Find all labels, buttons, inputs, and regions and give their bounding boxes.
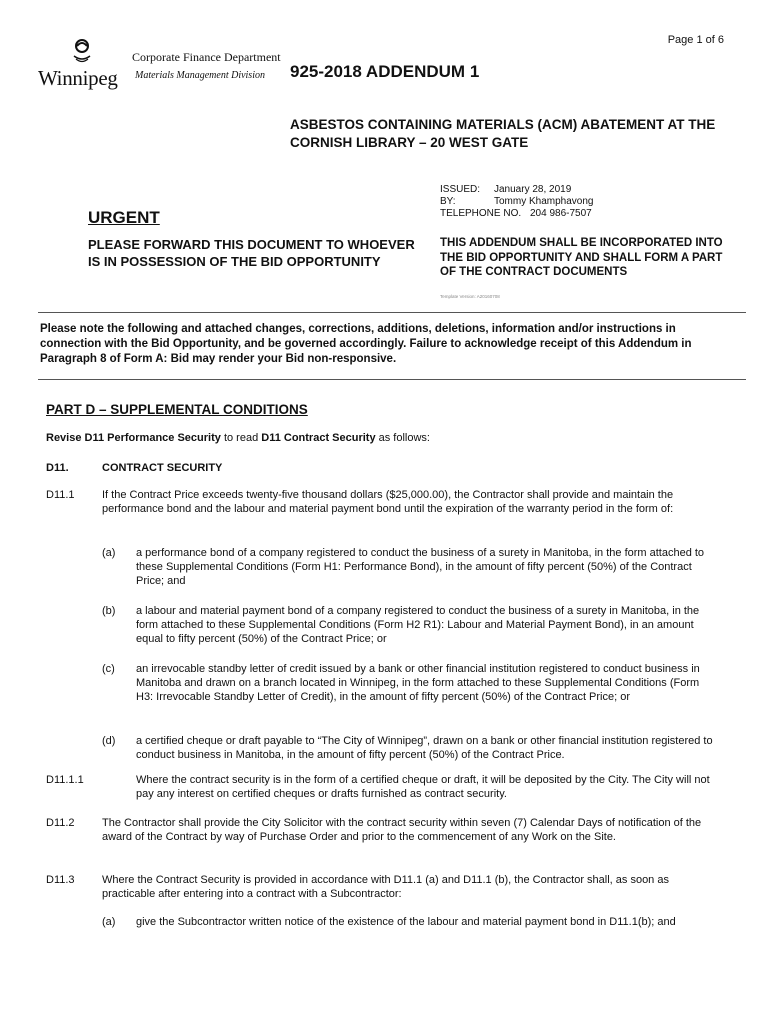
divider-bottom xyxy=(38,379,746,380)
issued-row xyxy=(440,184,594,196)
issued-block xyxy=(440,184,594,220)
clause-number-d11-3: D11.3 xyxy=(46,874,75,886)
revise-mid: to read xyxy=(220,432,262,444)
phone-value: 204 986-7507 xyxy=(530,208,592,219)
city-logo xyxy=(38,36,128,96)
template-version: Template Version: A20160708 xyxy=(440,294,500,299)
issued-label: ISSUED: xyxy=(440,184,481,195)
winnipeg-swirl-icon xyxy=(68,36,96,64)
project-title: ASBESTOS CONTAINING MATERIALS (ACM) ABATEMENT AT THE CORNISH LIBRARY – 20 WEST GATE xyxy=(290,117,716,150)
revise-instruction xyxy=(46,432,430,444)
clause-text-d11-1: If the Contract Price exceeds twenty-five thousand dollars ($25,000.00), the Contractor shall provide and maintain the performance bond and the labour and material payment bond until the expiration of the warranty period in the form of: xyxy=(102,489,674,515)
revise-from: D11 Performance Security xyxy=(84,432,221,444)
item-c-text: an irrevocable standby letter of credit issued by a bank or other financial institution registered to conduct business in Manitoba and drawn on a branch located in Winnipeg, in the form attached to these Supplemental Conditions (Form H3: Irrevocable Standby Letter of Credit), in the amount of fifty percent (50%) of the Contract Price; or xyxy=(136,663,700,703)
division-name: Materials Management Division xyxy=(135,70,265,81)
item-a2-number: (a) xyxy=(102,916,116,928)
revise-prefix: Revise xyxy=(46,432,85,444)
clause-text-d11-3: Where the Contract Security is provided in accordance with D11.1 (a) and D11.1 (b), the Contractor shall, as soon as practicable after entering into a contract with a Subcontractor: xyxy=(102,874,669,900)
urgent-heading: URGENT xyxy=(88,208,160,227)
incorporation-notice: THIS ADDENDUM SHALL BE INCORPORATED INTO THE BID OPPORTUNITY AND SHALL FORM A PART OF THE CONTRACT DOCUMENTS xyxy=(440,237,723,278)
revise-suffix: as follows: xyxy=(375,432,430,444)
revise-to: D11 Contract Security xyxy=(261,432,376,444)
clause-text-d11-2: The Contractor shall provide the City Solicitor with the contract security within seven (7) Calendar Days of notification of the award of the Contract by way of Purchase Order and prior to the commencement of any Work on the Site. xyxy=(102,817,702,843)
clause-title-d11: CONTRACT SECURITY xyxy=(102,462,223,474)
forward-notice: PLEASE FORWARD THIS DOCUMENT TO WHOEVER IS IN POSSESSION OF THE BID OPPORTUNITY xyxy=(88,237,415,269)
item-b-text: a labour and material payment bond of a company registered to conduct the business of a surety in Manitoba, in the form attached to these Supplemental Conditions (Form H2 R1): Labour and Material Payment Bond), in an amount equal to fifty percent (50%) of the Contract Price; or xyxy=(136,605,700,645)
acknowledgement-notice: Please note the following and attached changes, corrections, additions, deletions, information and/or instructions in connection with the Bid Opportunity, and be governed accordingly. Failure to acknowledge receipt of this Addendum in Paragraph 8 of Form A: Bid may render your Bid non-responsive. xyxy=(40,323,692,365)
clause-number-d11: D11. xyxy=(46,462,69,474)
item-a2-text: give the Subcontractor written notice of the existence of the labour and material payment bond in D11.1(b); and xyxy=(136,916,676,928)
clause-number-d11-2: D11.2 xyxy=(46,817,75,829)
item-b-number: (b) xyxy=(102,605,116,617)
part-d-title: PART D – SUPPLEMENTAL CONDITIONS xyxy=(46,402,308,417)
issued-date: January 28, 2019 xyxy=(494,184,572,195)
item-c-number: (c) xyxy=(102,663,115,675)
item-a-number: (a) xyxy=(102,547,116,559)
divider-top xyxy=(38,312,746,313)
clause-number-d11-1-1: D11.1.1 xyxy=(46,774,84,786)
item-d-text: a certified cheque or draft payable to “The City of Winnipeg”, drawn on a bank or other financial institution registered to conduct business in Manitoba, in the amount of fifty percent (50%) of the Contract Price. xyxy=(136,735,713,761)
addendum-title: 925-2018 ADDENDUM 1 xyxy=(290,62,480,81)
by-value: Tommy Khamphavong xyxy=(494,196,594,207)
by-label: BY: xyxy=(440,196,456,207)
item-a-text: a performance bond of a company registered to conduct the business of a surety in Manitoba, in the form attached to these Supplemental Conditions (Form H1: Performance Bond), in the amount of fifty percent (50%) of the Contract Price; and xyxy=(136,547,705,587)
by-row xyxy=(440,196,594,208)
page-number: Page 1 of 6 xyxy=(667,34,724,46)
clause-number-d11-1: D11.1 xyxy=(46,489,75,501)
clause-text-d11-1-1: Where the contract security is in the form of a certified cheque or draft, it will be deposited by the City. The City will not pay any interest on certified cheques or drafts furnished as contract security. xyxy=(136,774,710,800)
department-name: Corporate Finance Department xyxy=(132,50,281,64)
phone-row xyxy=(440,208,594,220)
item-d-number: (d) xyxy=(102,735,116,747)
phone-label: TELEPHONE NO. xyxy=(440,208,522,219)
logo-wordmark: Winnipeg xyxy=(38,66,118,90)
